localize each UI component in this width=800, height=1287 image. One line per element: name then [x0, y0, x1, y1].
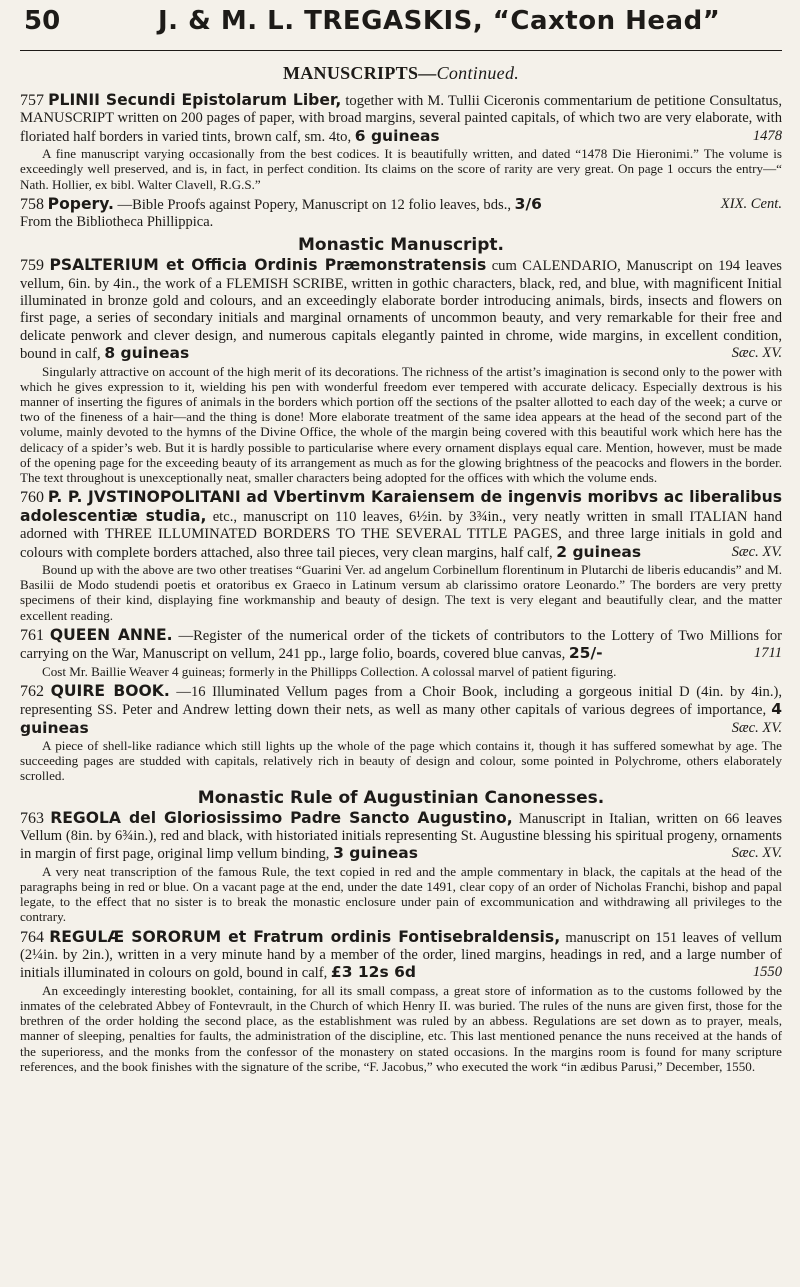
entry-name: PSALTERIUM et Officia Ordinis Præmonstratensis [49, 256, 487, 275]
catalogue-entry [20, 810, 782, 925]
page-number: 50 [24, 6, 61, 36]
entry-description: Cost Mr. Baillie Weaver 4 guineas; formerly in the Phillipps Collection. A colossal marvel of patient figuring. [42, 663, 617, 679]
section-title-text: MANUSCRIPTS— [282, 63, 437, 83]
catalogue-entry [20, 627, 782, 679]
entry-description: Bound up with the above are two other treatises “Guarini Ver. ad angelum Corbinellum florentinum in Plutarchi de liberis educandis” and M. Basilii de Modo studendi poetis et oratoribus ex Graeco in Latinum versum ab clarissimo oratore Leonardo.” The borders are very pretty specimens of their kind, displaying fine workmanship and beauty of design. The text is very elegant and beautifully clear, and the matter excellent reading. [20, 561, 782, 623]
entry-name: REGULÆ SORORUM et Fratrum ordinis Fontisebraldensis, [49, 927, 561, 946]
entry-title [20, 810, 782, 864]
entry-price: 8 guineas [104, 344, 190, 363]
entry-price: 2 guineas [556, 542, 642, 561]
entry-number: 759 [20, 257, 44, 275]
entry-name: QUIRE BOOK. [50, 681, 170, 700]
catalogue-entry [20, 489, 782, 622]
entry-date: Sæc. XV. [731, 543, 782, 560]
catalogue-entry [20, 683, 782, 784]
entry-date: Sæc. XV. [731, 719, 782, 736]
entry-price: 25/- [568, 644, 603, 663]
entry-title [20, 627, 782, 664]
section-continued: Continued. [436, 63, 520, 83]
entry-title [20, 929, 782, 983]
entry-title [20, 489, 782, 562]
header-title: J. & M. L. TREGASKIS, “Caxton Head” [158, 6, 721, 36]
entry-title [20, 196, 782, 214]
entry-number: 757 [20, 92, 44, 109]
entry-date: Sæc. XV. [731, 345, 782, 362]
entry-description: An exceedingly interesting booklet, containing, for all its small compass, a great store of information as to the customs followed by the inmates of the celebrated Abbey of Fontevrault, in the Church of which Henry II. was buried. The rules of the nuns are given first, those for the brethren of the order holding the second place, as the establishment was ruled by an abbess. Regulations are set down as to prayer, meals, manner of sleeping, penalties for faults, the administration of the discipline, etc. This last mentioned penance the nuns received at the hands of the superioress, and the monks from the confessor of the monastery on stated occasions. In the margins room is found for many scripture references, and the book finishes with the signature of the scribe, “F. Jacobus,” who executed the work “in ædibus Parusi,” December, 1550. [20, 982, 782, 1074]
entry-title [20, 683, 782, 738]
catalogue-entry [20, 929, 782, 1074]
entry-name: PLINII Secundi Epistolarum Liber, [48, 91, 342, 109]
subheading: Monastic Manuscript. [298, 235, 504, 256]
running-header [20, 0, 782, 51]
entry-name: P. P. JVSTINOPOLITANI ad Vbertinvm Karaiensem de ingenvis moribvs ac liberalibus adolescentiæ studia, [20, 488, 782, 525]
entry-price: £3 12s 6d [330, 963, 416, 982]
subheading: Monastic Rule of Augustinian Canonesses. [197, 787, 605, 808]
entry-date: XIX. Cent. [720, 195, 782, 212]
entry-title [20, 257, 782, 363]
entry-text: cum CALENDARIO, Manuscript on 194 leaves vellum, 6in. by 4in., the work of a FLEMISH SCRIBE, written in gothic characters, black, red, and blue, with magnificent Initial illuminated in bronze gold and colours, and an exceedingly elaborate border introducing animals, birds, insects and flowers on first page, a series of secondary initials and marginal ornaments of uncommon beauty, and very remarkable for their free and delicate penwork and clever design, and numerous capitals elegantly painted in chrome, wide margins, in excellent condition, bound in calf, [20, 258, 782, 363]
entry-number: 760 [20, 489, 44, 507]
entry-name: Popery. [47, 194, 114, 213]
entry-text: Manuscript in Italian, written on 66 leaves Vellum (8in. by 6¾in.), red and black, with historiated initials representing St. Augustine blessing his spiritual progeny, ornaments in margin of first page, original limp vellum binding, [20, 810, 783, 863]
entry-name: REGOLA del Gloriosissimo Padre Sancto Augustino, [50, 808, 513, 827]
entry-number: 764 [20, 928, 44, 946]
entry-date: 1478 [752, 127, 782, 144]
entry-text: manuscript on 151 leaves of vellum (2¼in. by 2in.), written in a very minute hand by a member of the order, lined margins, headings in red, and a large number of initials illuminated in colours on gold, bound in calf, [20, 929, 782, 982]
catalogue-entry [20, 92, 782, 192]
entry-number: 758 [20, 195, 44, 213]
provenance-note: From the Bibliotheca Phillippica. [20, 214, 214, 231]
catalogue-entry [20, 196, 782, 231]
entry-text: —Bible Proofs against Popery, Manuscript on 12 folio leaves, bds., [117, 196, 511, 213]
entry-list [20, 92, 782, 1074]
entry-number: 763 [20, 809, 44, 827]
entry-description: Singularly attractive on account of the high merit of its decorations. The richness of the artist’s imagination is second only to the power with which he gives expression to it, wielding his pen with wonderful freedom ever tempered with accurate delicacy. Especially dextrous is his manner of inserting the figures of animals in the borders which portion off the sections of the psalter allotted to each day of the week; a curve or two of the fineness of a hair—and the thing is done! More elaborate treatment of the same idea appears at the head of the second part of the volume, mainly devoted to the hymns of the Divine Office, the whole of the margin being covered with this beautiful work which here has the delicacy of a spider’s web. But it is hardly possible to particularise where every ornament displays equal care. Mention, however, must be made of the opening page for the exceeding beauty of its arrangement as much as for the glowing brightness of the peacocks and flowers in the border. The text throughout is unexceptionally neat, smaller characters being adopted for the offices with which the volume ends. [20, 363, 782, 486]
entry-price: 4 guineas [20, 700, 782, 737]
entry-text: —16 Illuminated Vellum pages from a Choir Book, including a gorgeous initial D (4in. by 4in.), representing SS. Peter and Andrew letting down their nets, as well as many other capitals of various degrees of importance, [20, 683, 783, 719]
entry-price: 3 guineas [333, 844, 418, 863]
entry-description: A fine manuscript varying occasionally from the best codices. It is beautifully written, and dated “1478 Die Hieronimi.” The volume is exceedingly well preserved, and is, in fact, in perfect condition. Its claims on the score of rarity are very great. On page 1 occurs the entry—“ Nath. Hollier, ex bibl. Walter Clavell, R.G.S.” [20, 146, 782, 192]
entry-description: A very neat transcription of the famous Rule, the text copied in red and the ample commentary in black, the capitals at the head of the paragraphs being in red or blue. On a vacant page at the end, under the date 1491, clear copy of an order of Nicholas Franchi, bishop and papal legate, to the effect that no sister is to break the monastic enclosure under pain of excommunication and withdrawing all privileges to the contrary. [20, 863, 782, 925]
entry-date: 1550 [752, 964, 782, 981]
entry-date: 1711 [753, 645, 782, 662]
entry-date: Sæc. XV. [731, 845, 782, 862]
entry-number: 762 [20, 682, 44, 700]
catalogue-entry [20, 257, 782, 485]
entry-title [20, 92, 782, 146]
entry-text: together with M. Tullii Ciceronis commentarium de petitione Consultatus, MANUSCRIPT written on 200 pages of paper, with broad margins, several painted capitals, of which two are very elaborate, with floriated half borders in varied tints, brown calf, sm. 4to, [20, 93, 782, 145]
entry-text: —Register of the numerical order of the tickets of contributors to the Lottery of Two Millions for carrying on the War, Manuscript on vellum, 241 pp., large folio, boards, covered blue canvas, [20, 627, 782, 663]
entry-name: QUEEN ANNE. [49, 625, 173, 644]
section-title [20, 63, 782, 84]
entry-number: 761 [20, 626, 44, 644]
entry-price: 6 guineas [354, 126, 440, 145]
entry-description: A piece of shell-like radiance which still lights up the whole of the page which contains it, though it has suffered somewhat by age. The succeeding pages are studded with capitals, relatively rich in beauty of design and colour, some pointed in Polychrome, others elaborately scrolled. [20, 737, 782, 784]
entry-text: etc., manuscript on 110 leaves, 6½in. by 3¾in., very neatly written in small ITALIAN hand adorned with THREE ILLUMINATED BORDERS TO THE SEVERAL TITLE PAGES, and three large initials in gold and colours with complete borders attached, also three tail pieces, very clean margins, half calf, [20, 508, 782, 561]
entry-price: 3/6 [514, 194, 542, 213]
